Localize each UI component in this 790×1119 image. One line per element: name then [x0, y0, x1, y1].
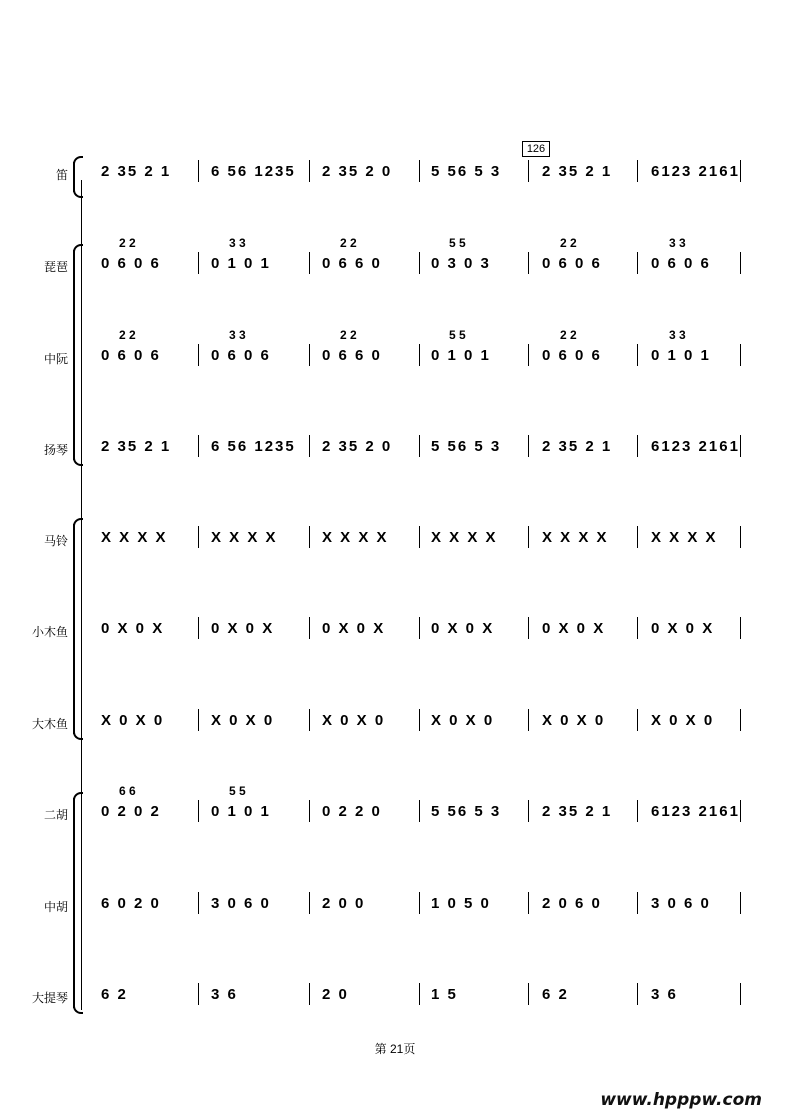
measure-notes: 0 1 0 1 — [651, 347, 711, 364]
measure-notes: X 0 X 0 — [101, 712, 165, 729]
bar-line — [528, 617, 529, 639]
measure-notes: 0 6 0 6 — [101, 347, 161, 364]
bar-line — [198, 892, 199, 914]
bar-line — [309, 892, 310, 914]
measure-notes: X 0 X 0 — [431, 712, 495, 729]
measure-notes: X 0 X 0 — [211, 712, 275, 729]
bar-line — [637, 160, 638, 182]
bar-line — [637, 892, 638, 914]
bar-line — [637, 709, 638, 731]
measure-notes: 6 56 1235 — [211, 438, 296, 455]
bar-line — [419, 800, 420, 822]
bar-line — [528, 344, 529, 366]
bar-line — [198, 983, 199, 1005]
measure-notes: 0 X 0 X — [322, 620, 386, 637]
bar-line — [419, 983, 420, 1005]
harmony-notes: 2 2 — [560, 236, 577, 250]
measure-notes: 5 56 5 3 — [431, 163, 502, 180]
measure-notes: X X X X — [431, 529, 498, 546]
bar-line — [637, 435, 638, 457]
measure-notes: 0 X 0 X — [542, 620, 606, 637]
measure-notes: X X X X — [101, 529, 168, 546]
measure-notes: 2 35 2 1 — [101, 163, 172, 180]
instrument-label: 小木鱼 — [31, 625, 68, 639]
measure-notes: 6123 2161 — [651, 163, 740, 180]
measure-notes: 6 2 — [542, 986, 569, 1003]
measure-notes: X X X X — [322, 529, 389, 546]
measure-notes: 0 6 0 6 — [542, 347, 602, 364]
harmony-notes: 2 2 — [340, 328, 357, 342]
measure-notes: 0 6 6 0 — [322, 255, 382, 272]
measure-notes: 2 35 2 1 — [542, 163, 613, 180]
bar-line — [637, 252, 638, 274]
bar-line — [198, 344, 199, 366]
measure-notes: 3 6 — [651, 986, 678, 1003]
bar-line — [419, 617, 420, 639]
bar-line — [740, 709, 741, 731]
instrument-label: 笛 — [55, 168, 68, 182]
measure-notes: 0 6 0 6 — [651, 255, 711, 272]
measure-notes: 6 0 2 0 — [101, 895, 161, 912]
bar-line — [309, 709, 310, 731]
bar-line — [198, 800, 199, 822]
measure-notes: 0 1 0 1 — [211, 803, 271, 820]
instrument-label: 扬琴 — [43, 443, 68, 457]
bar-line — [740, 892, 741, 914]
measure-notes: 0 6 0 6 — [542, 255, 602, 272]
bar-line — [528, 892, 529, 914]
bar-line — [198, 617, 199, 639]
harmony-notes: 2 2 — [560, 328, 577, 342]
measure-notes: 0 2 2 0 — [322, 803, 382, 820]
instrument-label: 中胡 — [43, 900, 68, 914]
bar-line — [419, 252, 420, 274]
measure-notes: 3 6 — [211, 986, 238, 1003]
bar-line — [419, 344, 420, 366]
bar-line — [740, 617, 741, 639]
harmony-notes: 5 5 — [449, 236, 466, 250]
measure-notes: 3 0 6 0 — [211, 895, 271, 912]
bar-line — [528, 435, 529, 457]
instrument-label: 中阮 — [43, 352, 68, 366]
measure-notes: 5 56 5 3 — [431, 803, 502, 820]
measure-notes: 0 6 6 0 — [322, 347, 382, 364]
rehearsal-mark: 126 — [522, 141, 550, 157]
measure-notes: X 0 X 0 — [322, 712, 386, 729]
harmony-notes: 5 5 — [449, 328, 466, 342]
harmony-notes: 3 3 — [669, 328, 686, 342]
bar-line — [198, 435, 199, 457]
measure-notes: 2 35 2 1 — [542, 438, 613, 455]
measure-notes: 0 2 0 2 — [101, 803, 161, 820]
harmony-notes: 3 3 — [229, 236, 246, 250]
bar-line — [740, 252, 741, 274]
instrument-label: 马铃 — [43, 534, 68, 548]
bar-line — [198, 709, 199, 731]
watermark: www.hpppw.com — [600, 1090, 762, 1110]
bar-line — [309, 252, 310, 274]
bar-line — [419, 160, 420, 182]
measure-notes: 6123 2161 — [651, 438, 740, 455]
bar-line — [419, 709, 420, 731]
measure-notes: X 0 X 0 — [651, 712, 715, 729]
bar-line — [740, 435, 741, 457]
bar-line — [740, 983, 741, 1005]
measure-notes: X X X X — [542, 529, 609, 546]
bar-line — [198, 526, 199, 548]
measure-notes: 6 56 1235 — [211, 163, 296, 180]
measure-notes: X X X X — [211, 529, 278, 546]
measure-notes: 6123 2161 — [651, 803, 740, 820]
bar-line — [309, 526, 310, 548]
bar-line — [419, 526, 420, 548]
bar-line — [528, 800, 529, 822]
bar-line — [740, 526, 741, 548]
bar-line — [740, 160, 741, 182]
measure-notes: 2 0 — [322, 986, 349, 1003]
measure-notes: 2 0 6 0 — [542, 895, 602, 912]
instrument-label: 大木鱼 — [31, 717, 68, 731]
bar-line — [309, 983, 310, 1005]
bar-line — [419, 892, 420, 914]
measure-notes: 0 1 0 1 — [211, 255, 271, 272]
measure-notes: 6 2 — [101, 986, 128, 1003]
bar-line — [740, 800, 741, 822]
bar-line — [309, 435, 310, 457]
measure-notes: 2 35 2 1 — [101, 438, 172, 455]
page-number: 第 21页 — [374, 1042, 416, 1056]
measure-notes: 0 X 0 X — [101, 620, 165, 637]
measure-notes: 0 X 0 X — [651, 620, 715, 637]
measure-notes: 2 35 2 0 — [322, 438, 393, 455]
harmony-notes: 2 2 — [119, 328, 136, 342]
harmony-notes: 2 2 — [340, 236, 357, 250]
measure-notes: 0 6 0 6 — [211, 347, 271, 364]
bar-line — [419, 435, 420, 457]
bar-line — [309, 344, 310, 366]
bar-line — [528, 252, 529, 274]
bar-line — [740, 344, 741, 366]
measure-notes: X X X X — [651, 529, 718, 546]
bar-line — [309, 800, 310, 822]
instrument-label: 二胡 — [43, 808, 68, 822]
instrument-label: 琵琶 — [43, 260, 68, 274]
harmony-notes: 3 3 — [669, 236, 686, 250]
bar-line — [309, 160, 310, 182]
bar-line — [309, 617, 310, 639]
bar-line — [637, 526, 638, 548]
measure-notes: 1 5 — [431, 986, 458, 1003]
measure-notes: 0 3 0 3 — [431, 255, 491, 272]
bar-line — [637, 344, 638, 366]
measure-notes: 2 35 2 0 — [322, 163, 393, 180]
instrument-label: 大提琴 — [31, 991, 68, 1005]
bar-line — [198, 252, 199, 274]
measure-notes: 0 6 0 6 — [101, 255, 161, 272]
measure-notes: 0 1 0 1 — [431, 347, 491, 364]
bar-line — [528, 160, 529, 182]
bar-line — [637, 983, 638, 1005]
harmony-notes: 3 3 — [229, 328, 246, 342]
bar-line — [198, 160, 199, 182]
bar-line — [637, 800, 638, 822]
bar-line — [528, 526, 529, 548]
measure-notes: X 0 X 0 — [542, 712, 606, 729]
harmony-notes: 5 5 — [229, 784, 246, 798]
harmony-notes: 2 2 — [119, 236, 136, 250]
system-line — [81, 180, 82, 1010]
measure-notes: 5 56 5 3 — [431, 438, 502, 455]
harmony-notes: 6 6 — [119, 784, 136, 798]
measure-notes: 1 0 5 0 — [431, 895, 491, 912]
measure-notes: 0 X 0 X — [431, 620, 495, 637]
bar-line — [528, 983, 529, 1005]
measure-notes: 3 0 6 0 — [651, 895, 711, 912]
measure-notes: 2 35 2 1 — [542, 803, 613, 820]
bar-line — [637, 617, 638, 639]
measure-notes: 0 X 0 X — [211, 620, 275, 637]
bar-line — [528, 709, 529, 731]
measure-notes: 2 0 0 — [322, 895, 366, 912]
